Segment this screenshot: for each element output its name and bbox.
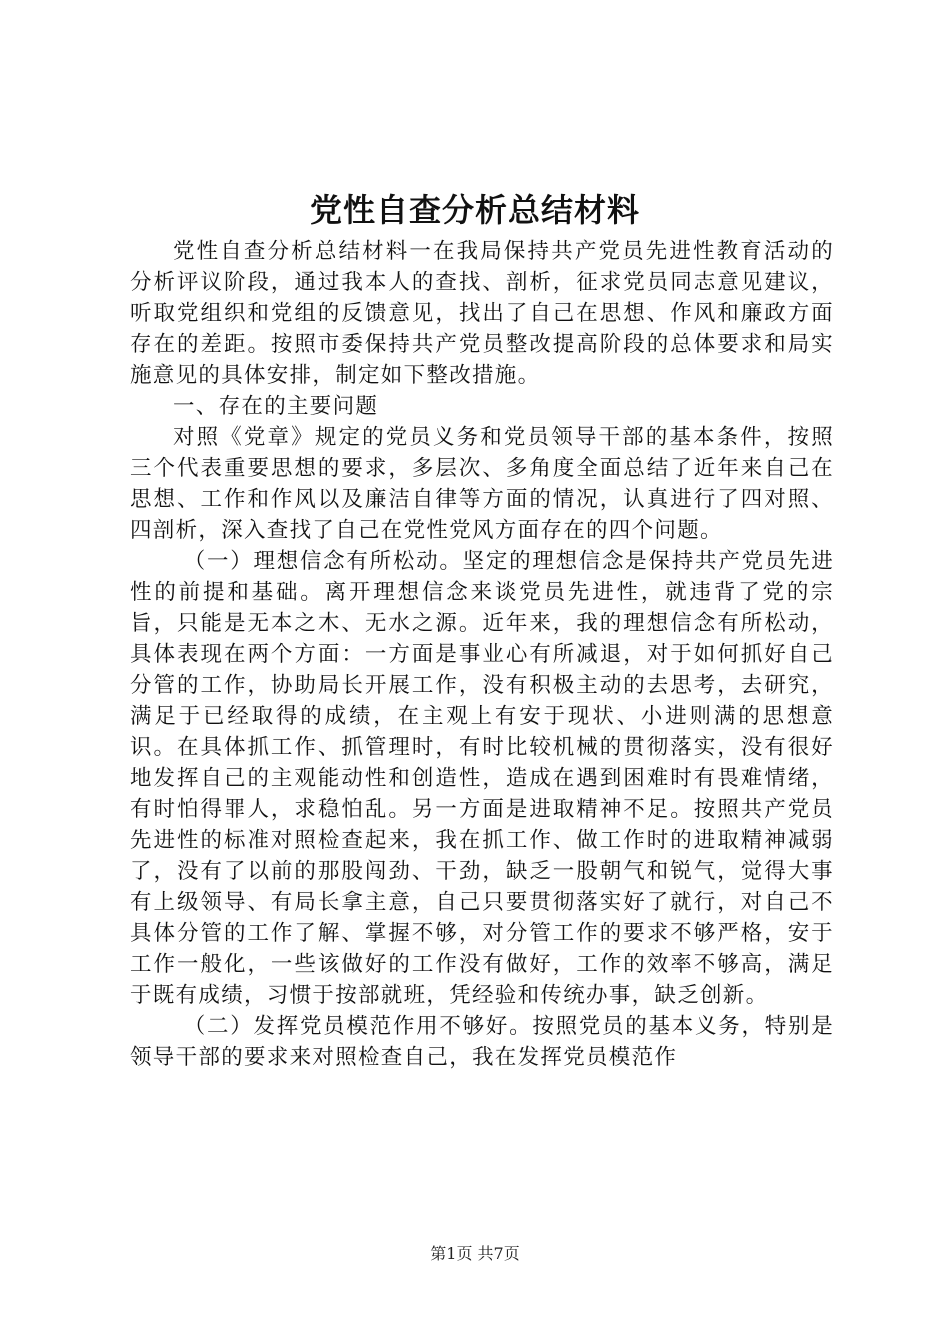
paragraph-intro: 党性自查分析总结材料一在我局保持共产党员先进性教育活动的分析评议阶段，通过我本人的查找、剖析，征求党员同志意见建议，听取党组织和党组的反馈意见，找出了自己在思想、作风和廉政方面存在的差距。按照市委保持共产党员整改提高阶段的总体要求和局实施意见的具体安排，制定如下整改措施。 — [130, 239, 834, 388]
document-body — [130, 236, 834, 1073]
document-title: 党性自查分析总结材料 — [309, 191, 640, 229]
paragraph-overview: 对照《党章》规定的党员义务和党员领导干部的基本条件，按照三个代表重要思想的要求，多层次、多角度全面总结了近年来自己在思想、工作和作风以及廉洁自律等方面的情况，认真进行了四对照、四剖析，深入查找了自己在党性党风方面存在的四个问题。 — [130, 425, 834, 543]
paragraph-item-1: （一）理想信念有所松动。坚定的理想信念是保持共产党员先进性的前提和基础。离开理想信念来谈党员先进性，就违背了党的宗旨，只能是无本之木、无水之源。近年来，我的理想信念有所松动，具体表现在两个方面：一方面是事业心有所减退，对于如何抓好自己分管的工作，协助局长开展工作，没有积极主动的去思考，去研究，满足于已经取得的成绩，在主观上有安于现状、小进则满的思想意识。在具体抓工作、抓管理时，有时比较机械的贯彻落实，没有很好地发挥自己的主观能动性和创造性，造成在遇到困难时有畏难情绪，有时怕得罪人，求稳怕乱。另一方面是进取精神不足。按照共产党员先进性的标准对照检查起来，我在抓工作、做工作时的进取精神减弱了，没有了以前的那股闯劲、干劲，缺乏一股朝气和锐气，觉得大事有上级领导、有局长拿主意，自己只要贯彻落实好了就行，对自己不具体分管的工作了解、掌握不够，对分管工作的要求不够严格，安于工作一般化，一些该做好的工作没有做好，工作的效率不够高，满足于既有成绩，习惯于按部就班，凭经验和传统办事，缺乏创新。 — [130, 549, 834, 1008]
section-heading: 一、存在的主要问题 — [173, 394, 379, 419]
paragraph-item-2: （二）发挥党员模范作用不够好。按照党员的基本义务，特别是领导干部的要求来对照检查自己，我在发挥党员模范作 — [130, 1014, 834, 1070]
page-footer: 第1页 共7页 — [430, 1244, 520, 1263]
